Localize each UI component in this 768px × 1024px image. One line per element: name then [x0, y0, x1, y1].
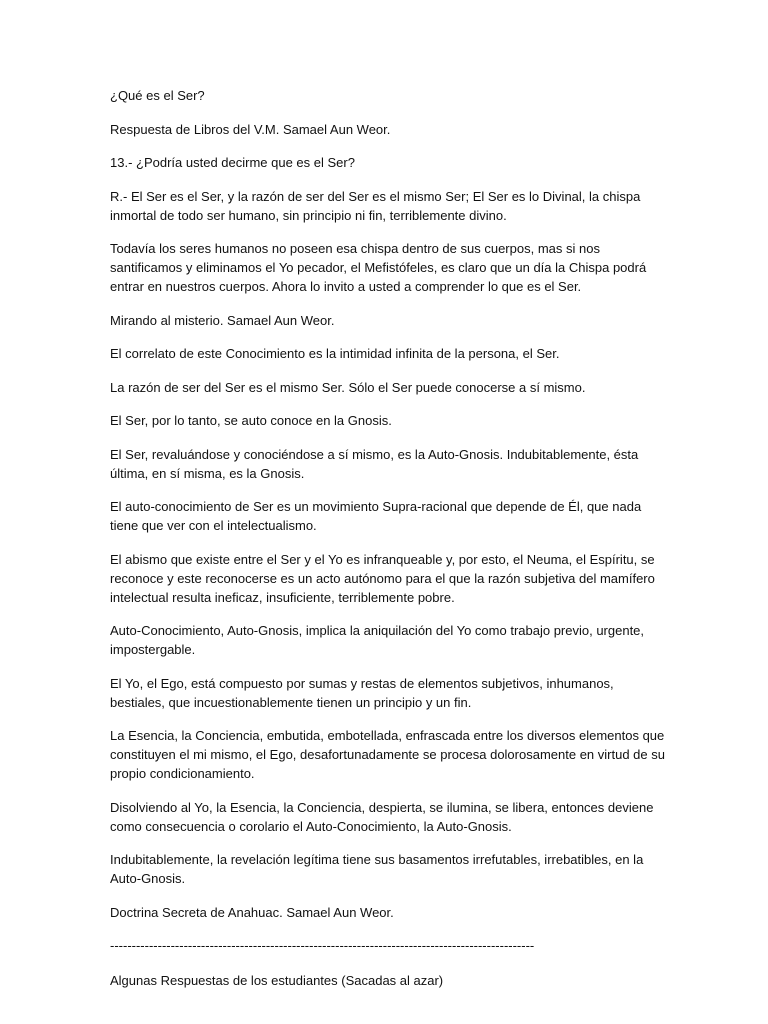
dashed-divider: -------------------------------------------------------------------------------------------------- [110, 938, 535, 953]
paragraph: La Esencia, la Conciencia, embutida, embotellada, enfrascada entre los diversos elementos que constituyen el mi mismo, el Ego, desafortunadamente se procesa dolorosamente en virtud de su propio condicionamiento. [110, 728, 665, 781]
paragraph: El abismo que existe entre el Ser y el Yo es infranqueable y, por esto, el Neuma, el Espíritu, se reconoce y este reconocerse es un acto autónomo para el que la razón subjetiva del mamífero intelectual resulta ineficaz, insuficiente, terriblemente pobre. [110, 551, 655, 605]
paragraph: El Yo, el Ego, está compuesto por sumas y restas de elementos subjetivos, inhumanos, bestiales, que incuestionablemente tienen un principio y un fin. [110, 675, 614, 710]
document-subtitle: Respuesta de Libros del V.M. Samael Aun Weor. [110, 121, 391, 137]
paragraph: Indubitablemente, la revelación legítima tiene sus basamentos irrefutables, irrebatibles, en la Auto-Gnosis. [110, 852, 644, 886]
paragraph: La razón de ser del Ser es el mismo Ser. Sólo el Ser puede conocerse a sí mismo. [110, 379, 586, 395]
paragraph: El Ser, por lo tanto, se auto conoce en la Gnosis. [110, 413, 392, 428]
paragraph: Todavía los seres humanos no poseen esa chispa dentro de sus cuerpos, mas si nos santificamos y eliminamos el Yo pecador, el Mefistófeles, es claro que un día la Chispa podrá entrar en nuestros cuerpos. Ahora lo invito a usted a comprender lo que es el Ser. [110, 241, 647, 294]
paragraph: El correlato de este Conocimiento es la intimidad infinita de la persona, el Ser. [110, 346, 560, 361]
document-title: ¿Qué es el Ser? [110, 88, 205, 103]
question-13: 13.- ¿Podría usted decirme que es el Ser? [110, 155, 355, 170]
paragraph: Auto-Conocimiento, Auto-Gnosis, implica la aniquilación del Yo como trabajo previo, urgente, impostergable. [110, 623, 645, 657]
paragraph: El Ser, revaluándose y conociéndose a sí mismo, es la Auto-Gnosis. Indubitablemente, ésta última, en sí misma, es la Gnosis. [110, 446, 639, 481]
citation: Mirando al misterio. Samael Aun Weor. [110, 312, 335, 328]
paragraph: Disolviendo al Yo, la Esencia, la Conciencia, despierta, se ilumina, se libera, entonces deviene como consecuencia o corolario el Auto-Conocimiento, la Auto-Gnosis. [110, 799, 654, 834]
paragraph: R.- El Ser es el Ser, y la razón de ser del Ser es el mismo Ser; El Ser es lo Divinal, la chispa inmortal de todo ser humano, sin principio ni fin, terriblemente divino. [110, 188, 641, 223]
paragraph: El auto-conocimiento de Ser es un movimiento Supra-racional que depende de Él, que nada tiene que ver con el intelectualismo. [110, 499, 642, 533]
citation: Doctrina Secreta de Anahuac. Samael Aun Weor. [110, 904, 394, 920]
section-heading: Algunas Respuestas de los estudiantes (Sacadas al azar) [110, 973, 444, 988]
